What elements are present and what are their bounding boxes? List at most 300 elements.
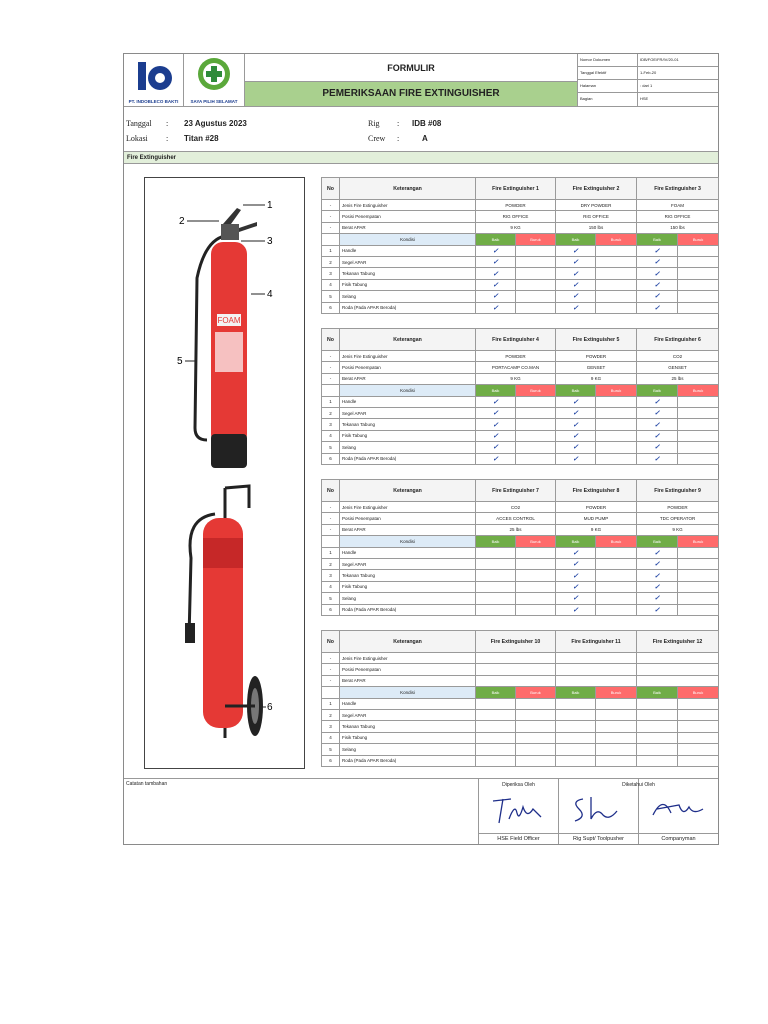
spec-value[interactable]: RIG OFFICE (476, 211, 556, 222)
condition-label: Roda (Pada APAR Beroda) (340, 755, 476, 766)
buruk-check-cell[interactable] (596, 396, 637, 407)
no-header: No (322, 480, 340, 502)
baik-check-cell[interactable] (476, 709, 516, 720)
condition-row (322, 407, 719, 418)
callout-5: 5 (177, 356, 183, 367)
row-number: 5 (322, 442, 340, 453)
condition-label: Selang (340, 291, 476, 302)
condition-label: Tekanan Tabung (340, 419, 476, 430)
table-header-row (322, 480, 719, 502)
spec-value[interactable]: FOAM (637, 200, 719, 211)
baik-check-cell[interactable]: ✓ (637, 407, 678, 418)
spec-label: Jenis Fire Extinguisher (340, 502, 476, 513)
crew-value: A (422, 134, 428, 143)
baik-header: Baik (476, 687, 516, 698)
tanggal-value: 23 Agustus 2023 (184, 119, 247, 128)
unit-name-header: Fire Extinguisher 5 (556, 329, 637, 351)
buruk-check-cell[interactable] (596, 407, 637, 418)
row-number: 6 (322, 604, 340, 615)
fire-extinguisher-icon (145, 178, 304, 768)
buruk-check-cell[interactable] (516, 744, 556, 755)
buruk-check-cell[interactable] (596, 709, 637, 720)
baik-check-cell[interactable]: ✓ (637, 302, 678, 313)
baik-check-cell[interactable]: ✓ (637, 291, 678, 302)
row-number: 1 (322, 547, 340, 558)
buruk-check-cell[interactable] (516, 732, 556, 743)
buruk-check-cell[interactable] (678, 547, 719, 558)
baik-check-cell[interactable] (556, 709, 596, 720)
baik-check-cell[interactable] (476, 721, 516, 732)
buruk-check-cell[interactable] (516, 570, 556, 581)
baik-header: Baik (476, 385, 516, 396)
baik-check-cell[interactable]: ✓ (637, 453, 678, 464)
baik-check-cell[interactable]: ✓ (556, 604, 596, 615)
row-number: 2 (322, 407, 340, 418)
baik-check-cell[interactable]: ✓ (637, 570, 678, 581)
spec-value[interactable]: TDC OPERATOR (637, 513, 719, 524)
row-dash: - (322, 362, 340, 373)
baik-check-cell[interactable] (637, 732, 678, 743)
condition-label: Selang (340, 593, 476, 604)
buruk-check-cell[interactable] (596, 245, 637, 256)
buruk-check-cell[interactable] (596, 419, 637, 430)
buruk-check-cell[interactable] (678, 407, 719, 418)
buruk-check-cell[interactable] (516, 268, 556, 279)
buruk-check-cell[interactable] (516, 407, 556, 418)
spec-value[interactable]: PORTACAMP CO.MAN (476, 362, 556, 373)
spec-value[interactable]: RIG OFFICE (637, 211, 719, 222)
spec-value[interactable]: DRY POWDER (556, 200, 637, 211)
keterangan-header: Keterangan (340, 631, 476, 653)
baik-check-cell[interactable] (556, 721, 596, 732)
baik-check-cell[interactable] (556, 698, 596, 709)
condition-row (322, 256, 719, 267)
baik-check-cell[interactable]: ✓ (556, 442, 596, 453)
no-header: No (322, 178, 340, 200)
buruk-check-cell[interactable] (596, 558, 637, 569)
condition-row (322, 744, 719, 755)
baik-check-cell[interactable] (637, 744, 678, 755)
baik-check-cell[interactable] (637, 721, 678, 732)
baik-check-cell[interactable] (476, 698, 516, 709)
buruk-check-cell[interactable] (596, 453, 637, 464)
condition-row (322, 593, 719, 604)
diperiksa-label: Diperiksa Oleh (502, 782, 535, 788)
baik-check-cell[interactable] (476, 558, 516, 569)
meta-row (578, 67, 718, 80)
condition-row (322, 732, 719, 743)
buruk-check-cell[interactable] (596, 291, 637, 302)
signature-3-icon (649, 789, 709, 825)
baik-check-cell[interactable]: ✓ (556, 291, 596, 302)
spec-value[interactable] (476, 653, 556, 664)
baik-check-cell[interactable] (476, 581, 516, 592)
kondisi-row (322, 234, 719, 245)
rig-value: IDB #08 (412, 119, 442, 128)
row-number: 4 (322, 581, 340, 592)
baik-check-cell[interactable]: ✓ (556, 302, 596, 313)
baik-check-cell[interactable]: ✓ (637, 419, 678, 430)
buruk-check-cell[interactable] (516, 709, 556, 720)
inspection-table (321, 479, 719, 616)
baik-check-cell[interactable]: ✓ (637, 442, 678, 453)
spec-label: Posisi Penempatan (340, 513, 476, 524)
spec-value[interactable] (476, 664, 556, 675)
baik-check-cell[interactable]: ✓ (556, 245, 596, 256)
spec-value[interactable]: 9 KG (556, 524, 637, 535)
spec-value[interactable]: RIG OFFICE (556, 211, 637, 222)
baik-check-cell[interactable]: ✓ (556, 407, 596, 418)
buruk-check-cell[interactable] (516, 593, 556, 604)
row-number: 1 (322, 396, 340, 407)
spec-value[interactable]: POWDER (476, 351, 556, 362)
spec-value[interactable]: POWDER (556, 502, 637, 513)
condition-label: Fisik Tabung (340, 732, 476, 743)
buruk-check-cell[interactable] (678, 302, 719, 313)
callout-6: 6 (267, 702, 273, 713)
baik-check-cell[interactable]: ✓ (476, 302, 516, 313)
row-number: 4 (322, 430, 340, 441)
baik-check-cell[interactable]: ✓ (556, 453, 596, 464)
row-number: 3 (322, 570, 340, 581)
kondisi-label: Kondisi (340, 536, 476, 547)
spec-value[interactable]: POWDER (637, 502, 719, 513)
baik-check-cell[interactable]: ✓ (637, 558, 678, 569)
buruk-header: Buruk (596, 687, 637, 698)
buruk-check-cell[interactable] (516, 604, 556, 615)
baik-check-cell[interactable]: ✓ (556, 570, 596, 581)
buruk-check-cell[interactable] (516, 755, 556, 766)
buruk-check-cell[interactable] (596, 547, 637, 558)
buruk-check-cell[interactable] (516, 256, 556, 267)
buruk-header: Buruk (516, 536, 556, 547)
baik-check-cell[interactable] (476, 593, 516, 604)
buruk-check-cell[interactable] (678, 732, 719, 743)
baik-check-cell[interactable]: ✓ (637, 604, 678, 615)
baik-header: Baik (476, 234, 516, 245)
spec-value[interactable] (637, 653, 719, 664)
buruk-check-cell[interactable] (596, 604, 637, 615)
baik-check-cell[interactable] (556, 732, 596, 743)
form-header (124, 54, 718, 106)
row-number: 4 (322, 732, 340, 743)
buruk-check-cell[interactable] (516, 721, 556, 732)
spec-row (322, 502, 719, 513)
baik-check-cell[interactable]: ✓ (476, 245, 516, 256)
baik-check-cell[interactable]: ✓ (556, 593, 596, 604)
company-logo (124, 54, 184, 106)
buruk-check-cell[interactable] (596, 268, 637, 279)
condition-label: Tekanan Tabung (340, 570, 476, 581)
buruk-header: Buruk (678, 385, 719, 396)
buruk-check-cell[interactable] (596, 442, 637, 453)
buruk-check-cell[interactable] (516, 302, 556, 313)
buruk-check-cell[interactable] (596, 256, 637, 267)
buruk-check-cell[interactable] (678, 442, 719, 453)
buruk-check-cell[interactable] (596, 430, 637, 441)
colon: : (166, 134, 169, 143)
spec-row (322, 653, 719, 664)
spec-value[interactable]: 9 KG (556, 373, 637, 384)
row-dash: - (322, 664, 340, 675)
spec-value[interactable]: 150 lbs (556, 222, 637, 233)
spec-value[interactable]: 9 KG (476, 373, 556, 384)
baik-check-cell[interactable]: ✓ (476, 256, 516, 267)
inspection-table (321, 177, 719, 314)
buruk-check-cell[interactable] (516, 698, 556, 709)
buruk-check-cell[interactable] (678, 744, 719, 755)
buruk-check-cell[interactable] (596, 279, 637, 290)
baik-check-cell[interactable]: ✓ (476, 442, 516, 453)
kondisi-blank (322, 234, 340, 245)
baik-check-cell[interactable]: ✓ (476, 419, 516, 430)
unit-name-header: Fire Extinguisher 10 (476, 631, 556, 653)
row-number: 2 (322, 256, 340, 267)
kondisi-row (322, 536, 719, 547)
buruk-header: Buruk (678, 687, 719, 698)
baik-check-cell[interactable]: ✓ (637, 245, 678, 256)
buruk-header: Buruk (516, 385, 556, 396)
spec-value[interactable] (556, 653, 637, 664)
spec-value[interactable]: POWDER (556, 351, 637, 362)
row-number: 3 (322, 268, 340, 279)
buruk-check-cell[interactable] (678, 709, 719, 720)
buruk-check-cell[interactable] (516, 291, 556, 302)
kondisi-blank (322, 687, 340, 698)
baik-check-cell[interactable]: ✓ (476, 407, 516, 418)
baik-check-cell[interactable]: ✓ (637, 268, 678, 279)
buruk-check-cell[interactable] (596, 755, 637, 766)
buruk-check-cell[interactable] (516, 245, 556, 256)
spec-row (322, 513, 719, 524)
buruk-check-cell[interactable] (678, 430, 719, 441)
spec-value[interactable]: POWDER (476, 200, 556, 211)
baik-check-cell[interactable]: ✓ (556, 430, 596, 441)
buruk-check-cell[interactable] (596, 581, 637, 592)
notes-area[interactable] (124, 778, 479, 844)
buruk-check-cell[interactable] (678, 604, 719, 615)
baik-check-cell[interactable]: ✓ (637, 547, 678, 558)
baik-check-cell[interactable] (476, 570, 516, 581)
baik-check-cell[interactable]: ✓ (556, 547, 596, 558)
signature-companyman (639, 778, 718, 844)
buruk-check-cell[interactable] (678, 279, 719, 290)
row-dash: - (322, 351, 340, 362)
baik-check-cell[interactable]: ✓ (637, 581, 678, 592)
baik-check-cell[interactable]: ✓ (556, 396, 596, 407)
buruk-header: Buruk (516, 687, 556, 698)
buruk-check-cell[interactable] (596, 721, 637, 732)
no-header: No (322, 631, 340, 653)
baik-check-cell[interactable]: ✓ (637, 256, 678, 267)
lokasi-value: Titan #28 (184, 134, 219, 143)
row-dash: - (322, 653, 340, 664)
buruk-check-cell[interactable] (596, 698, 637, 709)
buruk-check-cell[interactable] (678, 245, 719, 256)
baik-check-cell[interactable] (556, 744, 596, 755)
spec-value[interactable] (637, 675, 719, 686)
tanggal-label: Tanggal (126, 119, 152, 128)
baik-check-cell[interactable]: ✓ (476, 291, 516, 302)
buruk-header: Buruk (596, 536, 637, 547)
spec-label: Posisi Penempatan (340, 211, 476, 222)
buruk-check-cell[interactable] (678, 698, 719, 709)
row-dash: - (322, 211, 340, 222)
buruk-check-cell[interactable] (678, 256, 719, 267)
baik-header: Baik (637, 234, 678, 245)
spec-value[interactable]: GENSET (556, 362, 637, 373)
unit-name-header: Fire Extinguisher 6 (637, 329, 719, 351)
condition-row (322, 755, 719, 766)
buruk-header: Buruk (516, 234, 556, 245)
baik-check-cell[interactable]: ✓ (556, 419, 596, 430)
baik-check-cell[interactable]: ✓ (556, 279, 596, 290)
sig1-role: HSE Field Officer (479, 833, 558, 843)
condition-row (322, 547, 719, 558)
spec-value[interactable] (556, 675, 637, 686)
spec-value[interactable] (476, 675, 556, 686)
buruk-check-cell[interactable] (596, 302, 637, 313)
buruk-check-cell[interactable] (678, 755, 719, 766)
condition-row (322, 302, 719, 313)
spec-value[interactable]: 25 lbs (476, 524, 556, 535)
baik-header: Baik (556, 536, 596, 547)
spec-row (322, 200, 719, 211)
kondisi-blank (322, 385, 340, 396)
baik-check-cell[interactable] (476, 547, 516, 558)
spec-label: Posisi Penempatan (340, 664, 476, 675)
rig-label: Rig (368, 119, 380, 128)
condition-label: Roda (Pada APAR Beroda) (340, 604, 476, 615)
baik-check-cell[interactable]: ✓ (476, 268, 516, 279)
baik-check-cell[interactable] (476, 604, 516, 615)
baik-check-cell[interactable] (476, 732, 516, 743)
notes-label: Catatan tambahan (126, 781, 168, 787)
condition-row (322, 430, 719, 441)
condition-label: Segel APAR (340, 558, 476, 569)
spec-value[interactable]: 150 lbs (637, 222, 719, 233)
spec-row (322, 675, 719, 686)
baik-check-cell[interactable]: ✓ (556, 256, 596, 267)
buruk-check-cell[interactable] (516, 442, 556, 453)
buruk-check-cell[interactable] (516, 430, 556, 441)
spec-value[interactable] (637, 664, 719, 675)
spec-value[interactable]: CO2 (476, 502, 556, 513)
baik-check-cell[interactable] (637, 755, 678, 766)
spec-row (322, 373, 719, 384)
buruk-check-cell[interactable] (678, 593, 719, 604)
baik-header: Baik (556, 687, 596, 698)
unit-name-header: Fire Extinguisher 11 (556, 631, 637, 653)
buruk-check-cell[interactable] (596, 593, 637, 604)
callout-2: 2 (179, 216, 185, 227)
spec-value[interactable]: MUD PUMP (556, 513, 637, 524)
baik-check-cell[interactable] (637, 709, 678, 720)
baik-check-cell[interactable]: ✓ (556, 581, 596, 592)
baik-check-cell[interactable]: ✓ (476, 396, 516, 407)
buruk-header: Buruk (678, 234, 719, 245)
baik-check-cell[interactable]: ✓ (556, 558, 596, 569)
spec-value[interactable]: 9 KG (637, 524, 719, 535)
buruk-check-cell[interactable] (678, 419, 719, 430)
buruk-check-cell[interactable] (678, 268, 719, 279)
baik-check-cell[interactable] (556, 755, 596, 766)
buruk-check-cell[interactable] (596, 744, 637, 755)
condition-label: Roda (Pada APAR Beroda) (340, 302, 476, 313)
baik-check-cell[interactable]: ✓ (556, 268, 596, 279)
spec-value[interactable]: 9 KG (476, 222, 556, 233)
spec-label: Jenis Fire Extinguisher (340, 351, 476, 362)
row-number: 1 (322, 245, 340, 256)
sig2-role: Rig Supt/ Toolpusher (559, 833, 638, 843)
row-dash: - (322, 502, 340, 513)
buruk-check-cell[interactable] (516, 453, 556, 464)
baik-check-cell[interactable] (476, 755, 516, 766)
condition-label: Tekanan Tabung (340, 268, 476, 279)
table-header-row (322, 631, 719, 653)
buruk-check-cell[interactable] (678, 570, 719, 581)
baik-check-cell[interactable]: ✓ (476, 430, 516, 441)
buruk-check-cell[interactable] (516, 581, 556, 592)
condition-label: Handle (340, 396, 476, 407)
buruk-check-cell[interactable] (678, 291, 719, 302)
baik-check-cell[interactable]: ✓ (476, 279, 516, 290)
buruk-check-cell[interactable] (516, 558, 556, 569)
buruk-check-cell[interactable] (678, 453, 719, 464)
spec-value[interactable]: GENSET (637, 362, 719, 373)
baik-check-cell[interactable]: ✓ (476, 453, 516, 464)
form-label: FORMULIR (245, 54, 577, 82)
baik-check-cell[interactable]: ✓ (637, 593, 678, 604)
spec-value[interactable] (556, 664, 637, 675)
baik-header: Baik (637, 385, 678, 396)
baik-check-cell[interactable] (637, 698, 678, 709)
spec-value[interactable]: ACCES CONTROL (476, 513, 556, 524)
condition-label: Tekanan Tabung (340, 721, 476, 732)
kondisi-blank (322, 536, 340, 547)
buruk-check-cell[interactable] (678, 396, 719, 407)
baik-check-cell[interactable]: ✓ (637, 279, 678, 290)
spec-value[interactable]: 25 lbs (637, 373, 719, 384)
row-dash: - (322, 513, 340, 524)
buruk-check-cell[interactable] (516, 419, 556, 430)
buruk-check-cell[interactable] (516, 547, 556, 558)
buruk-check-cell[interactable] (516, 279, 556, 290)
lokasi-label: Lokasi (126, 134, 148, 143)
buruk-check-cell[interactable] (596, 570, 637, 581)
row-number: 4 (322, 279, 340, 290)
buruk-check-cell[interactable] (678, 558, 719, 569)
buruk-check-cell[interactable] (596, 732, 637, 743)
baik-check-cell[interactable]: ✓ (637, 396, 678, 407)
buruk-check-cell[interactable] (678, 581, 719, 592)
row-number: 1 (322, 698, 340, 709)
condition-row (322, 453, 719, 464)
baik-check-cell[interactable] (476, 744, 516, 755)
crew-label: Crew (368, 134, 386, 143)
unit-name-header: Fire Extinguisher 1 (476, 178, 556, 200)
buruk-check-cell[interactable] (678, 721, 719, 732)
spec-value[interactable]: CO2 (637, 351, 719, 362)
meta-key: Bagian (578, 93, 638, 106)
kondisi-row (322, 385, 719, 396)
condition-row (322, 698, 719, 709)
baik-header: Baik (637, 687, 678, 698)
buruk-check-cell[interactable] (516, 396, 556, 407)
baik-check-cell[interactable]: ✓ (637, 430, 678, 441)
condition-row (322, 291, 719, 302)
spec-row (322, 664, 719, 675)
